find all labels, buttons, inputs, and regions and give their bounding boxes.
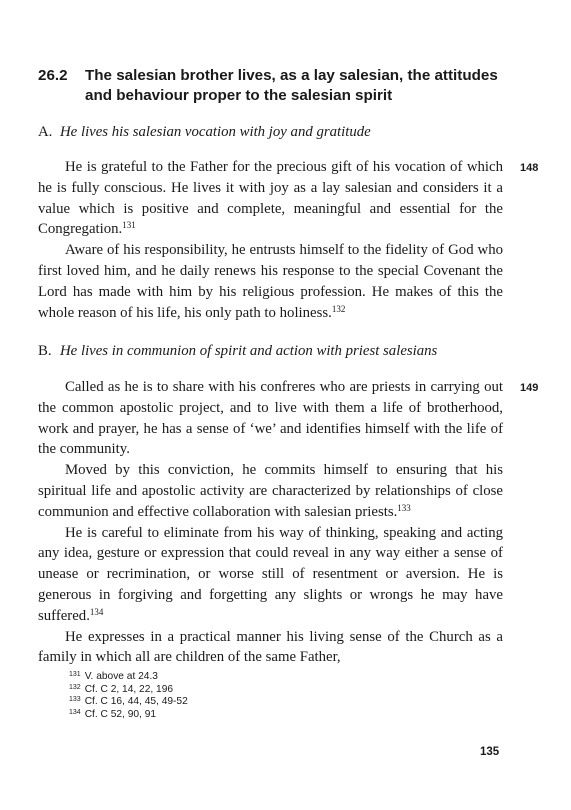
footnote	[69, 709, 188, 722]
paragraph	[38, 240, 503, 323]
paragraph-text: He expresses in a practical manner his living sense of the Church as a family in which all are children of the same Father,	[38, 628, 503, 666]
paragraph	[38, 523, 503, 627]
footnote-ref: 133	[397, 502, 411, 513]
paragraph	[38, 377, 503, 460]
subsection-b-letter: B.	[38, 343, 52, 359]
section-number: 26.2	[38, 67, 68, 84]
footnote-number: 133	[69, 696, 81, 704]
page-number: 135	[480, 746, 500, 758]
footnote-text: Cf. C 52, 90, 91	[84, 708, 157, 720]
paragraph-text: Called as he is to share with his confreres who are priests in carrying out the common apostolic project, and to live with them a life of brotherhood, work and prayer, he has a sense of ‘we’ and identifies himself with the life of the community.	[38, 379, 503, 458]
footnote-text: V. above at 24.3	[84, 671, 158, 682]
subsection-b-title: He lives in communion of spirit and action with priest salesians	[60, 343, 438, 359]
footnote	[69, 696, 188, 709]
paragraph-text: Moved by this conviction, he commits himself to ensuring that his spiritual life and apostolic activity are characterized by relationships of close communion and effective collaboration with salesian priests.	[38, 462, 503, 520]
footnote-text: Cf. C 2, 14, 22, 196	[84, 683, 174, 695]
paragraph	[38, 157, 503, 240]
subsection-a-heading	[38, 124, 371, 141]
footnote-number: 131	[69, 671, 81, 678]
paragraph-text: He is careful to eliminate from his way of thinking, speaking and acting any idea, gesture or expression that could reveal in any way either a sense of unease or recrimination, or worse still of resentment or aversion. He is generous in forgiving and forgetting any slights or wrongs he may have suffered.	[38, 524, 503, 624]
footnote-ref: 131	[122, 220, 136, 231]
footnote	[69, 671, 188, 684]
margin-ref-149: 149	[520, 382, 539, 394]
subsection-b-body	[38, 377, 503, 668]
paragraph	[38, 627, 503, 669]
footnote-ref: 132	[331, 303, 346, 314]
footnote-text: Cf. C 16, 44, 45, 49-52	[84, 696, 188, 708]
paragraph	[38, 460, 503, 522]
section-title: The salesian brother lives, as a lay salesian, the attitudes and behaviour proper to the salesian spirit	[85, 67, 498, 104]
subsection-a-letter: A.	[38, 124, 53, 140]
footnote-number: 134	[69, 708, 81, 716]
subsection-a-body	[38, 157, 503, 323]
footnote-number: 132	[69, 683, 81, 691]
subsection-a-title: He lives his salesian vocation with joy and gratitude	[60, 124, 371, 140]
paragraph-text: Aware of his responsibility, he entrusts himself to the fidelity of God who first loved him, and he daily renews his response to the special Covenant the Lord has made with him by his religious profession. He makes of this the whole reason of his life, his only path to holiness.	[38, 242, 503, 321]
paragraph-text: He is grateful to the Father for the precious gift of his vocation of which he is fully conscious. He lives it with joy as a lay salesian and considers it a value which is positive and complete, meaningful and essential for the Congregation.	[38, 159, 503, 238]
subsection-b-heading	[38, 343, 437, 360]
footnote-ref: 134	[89, 606, 104, 617]
footnotes	[69, 671, 188, 721]
margin-ref-148: 148	[520, 162, 539, 174]
footnote	[69, 684, 188, 697]
